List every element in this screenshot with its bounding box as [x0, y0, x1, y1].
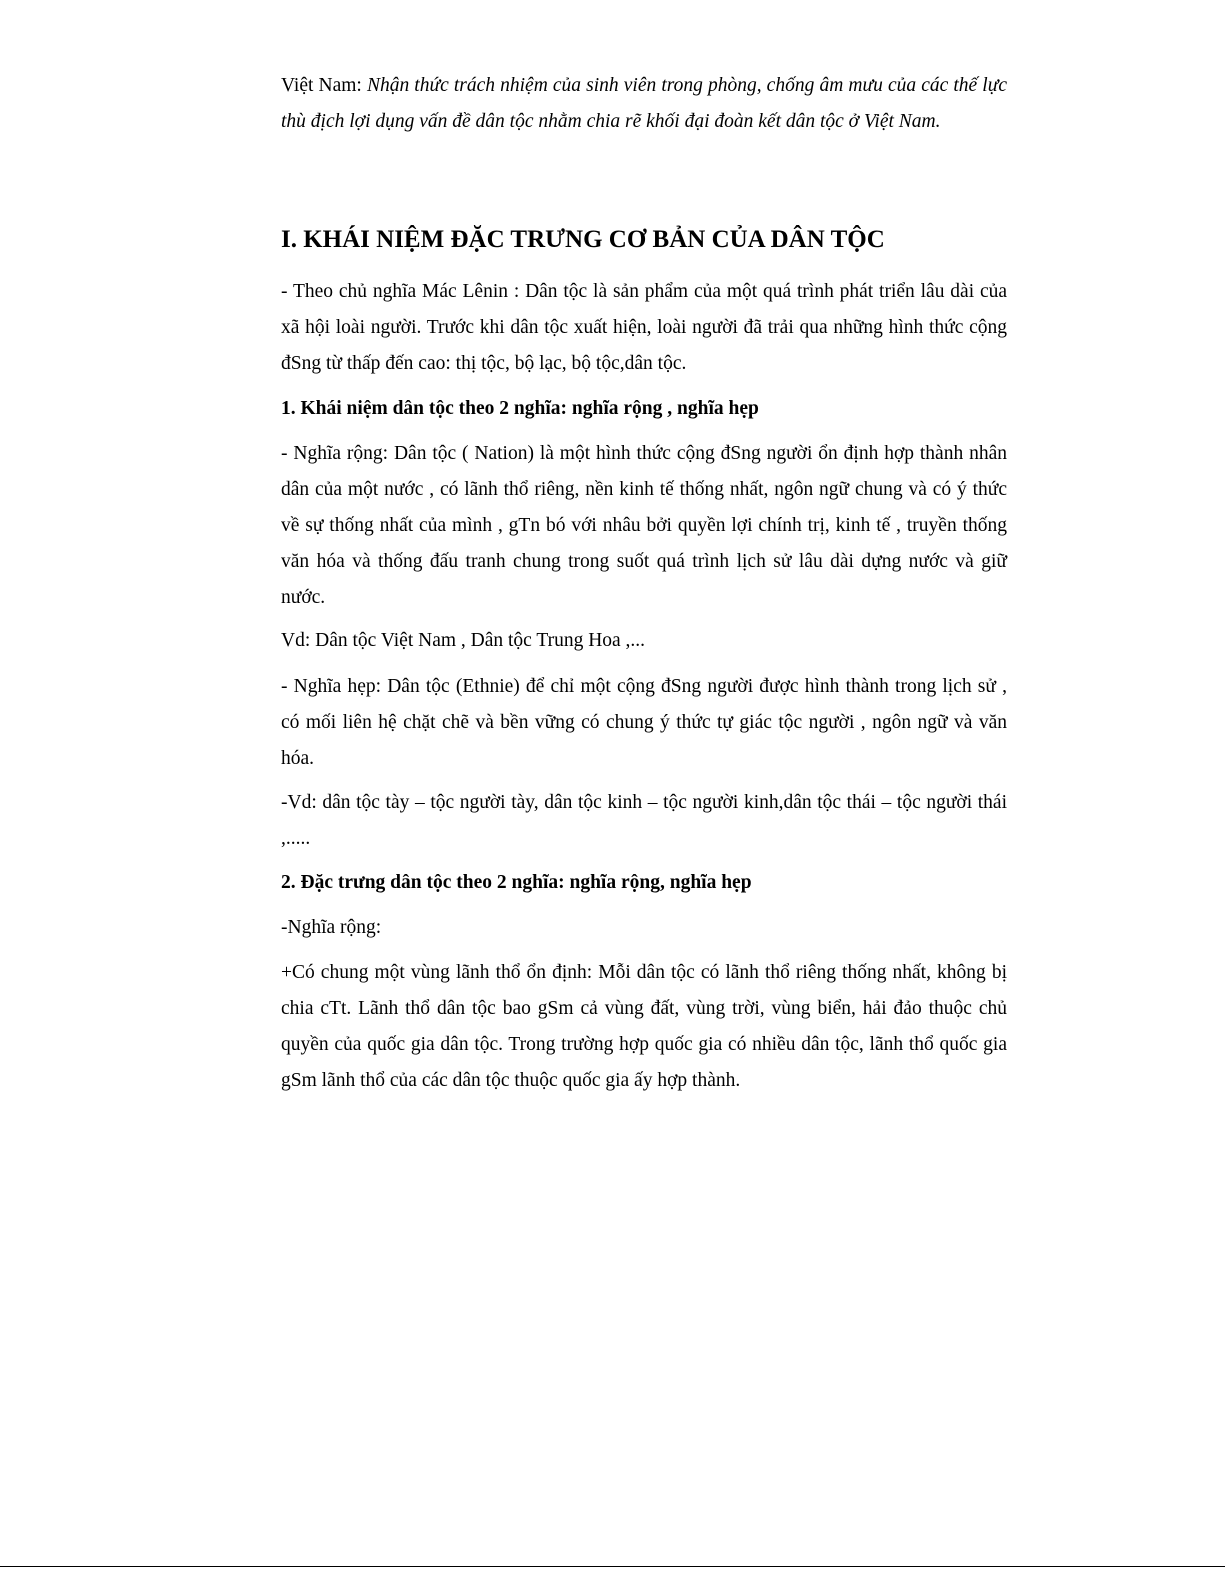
paragraph-broad-sense: - Nghĩa rộng: Dân tộc ( Nation) là một hình thức cộng đSng người ổn định hợp thành nhân dân của một nước , có lãnh thổ riêng, nền kinh tế thống nhất, ngôn ngữ chung và có ý thức về sự thống nhất của mình , gTn bó với nhâu bởi quyền lợi chính trị, kinh tế , truyền thống văn hóa và thống đấu tranh chung trong suốt quá trình lịch sử lâu dài dựng nước và giữ nước.: [281, 443, 1007, 608]
paragraph-marxism-definition: - Theo chủ nghĩa Mác Lênin : Dân tộc là sản phẩm của một quá trình phát triển lâu dài của xã hội loài người. Trước khi dân tộc xuất hiện, loài người đã trải qua những hình thức cộng đSng từ thấp đến cao: thị tộc, bộ lạc, bộ tộc,dân tộc.: [281, 281, 1007, 374]
page-bottom-rule: [0, 1566, 1225, 1567]
paragraph-broad-label: -Nghĩa rộng:: [281, 917, 382, 938]
subheading-concept: 1. Khái niệm dân tộc theo 2 nghĩa: nghĩa rộng , nghĩa hẹp: [281, 398, 759, 419]
paragraph-territory: +Có chung một vùng lãnh thổ ổn định: Mỗi dân tộc có lãnh thổ riêng thống nhất, không bị chia cTt. Lãnh thổ dân tộc bao gSm cả vùng đất, vùng trời, vùng biển, hải đảo thuộc chủ quyền của quốc gia dân tộc. Trong trường hợp quốc gia có nhiều dân tộc, lãnh thổ quốc gia gSm lãnh thổ của các dân tộc thuộc quốc gia ấy hợp thành.: [281, 962, 1007, 1091]
section-heading: I. KHÁI NIỆM ĐẶC TRƯNG CƠ BẢN CỦA DÂN TỘC: [281, 226, 885, 253]
subheading-characteristics: 2. Đặc trưng dân tộc theo 2 nghĩa: nghĩa rộng, nghĩa hẹp: [281, 872, 752, 893]
intro-italic-text: Nhận thức trách nhiệm của sinh viên trong phòng, chống âm mưu của các thế lực thù địch lợi dụng vấn đề dân tộc nhằm chia rẽ khối đại đoàn kết dân tộc ở Việt Nam.: [281, 75, 1007, 132]
intro-prefix: Việt Nam:: [281, 75, 367, 96]
paragraph-narrow-sense: - Nghĩa hẹp: Dân tộc (Ethnie) để chỉ một cộng đSng người được hình thành trong lịch sử , có mối liên hệ chặt chẽ và bền vững có chung ý thức tự giác tộc người , ngôn ngữ và văn hóa.: [281, 676, 1007, 769]
intro-paragraph: [281, 68, 1007, 140]
paragraph-example-ethnic: -Vd: dân tộc tày – tộc người tày, dân tộc kinh – tộc người kinh,dân tộc thái – tộc người thái ,.....: [281, 792, 1007, 849]
paragraph-example-nations: Vd: Dân tộc Việt Nam , Dân tộc Trung Hoa ,...: [281, 630, 646, 651]
